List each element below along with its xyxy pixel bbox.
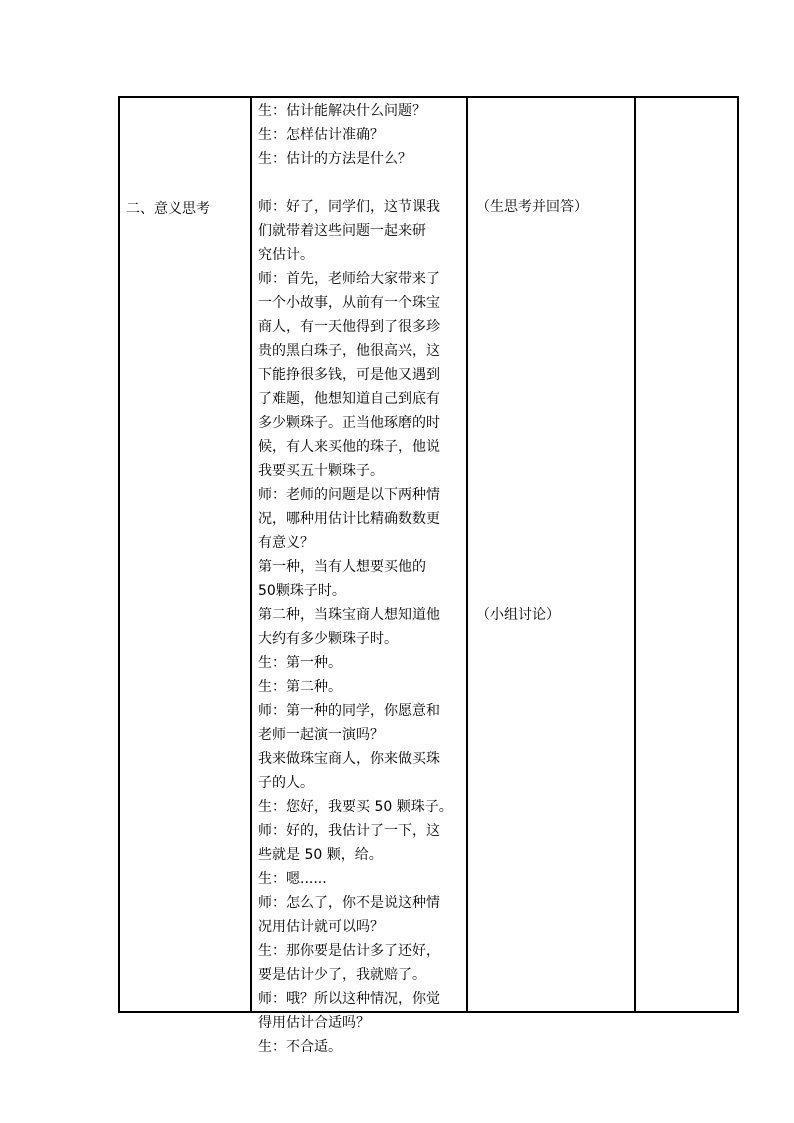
dialogue-line: 师：好的，我估计了一下，这 — [258, 823, 440, 839]
dialogue-line: 生：估计能解决什么问题？ — [258, 103, 426, 119]
dialogue-line: 些就是 50 颗，给。 — [258, 847, 383, 863]
dialogue-line: 我要买五十颗珠子。 — [258, 463, 384, 479]
dialogue-line: 师：哦？所以这种情况，你觉 — [258, 991, 440, 1007]
dialogue-line: 50颗珠子时。 — [258, 583, 346, 599]
dialogue-line: 有意义？ — [258, 535, 314, 551]
table-left-border — [118, 96, 120, 1013]
dialogue-line: 第二种，当珠宝商人想知道他 — [258, 607, 440, 623]
dialogue-line: 师：第一种的同学，你愿意和 — [258, 703, 440, 719]
lesson-plan-table — [118, 96, 739, 1055]
dialogue-line: 要是估计少了，我就赔了。 — [258, 967, 426, 983]
dialogue-line: 师：好了，同学们，这节课我 — [258, 199, 440, 215]
dialogue-line: 们就带着这些问题一起来研 — [258, 223, 426, 239]
student-activity-note-group: （小组讨论） — [476, 607, 560, 623]
dialogue-line: 多少颗珠子。正当他琢磨的时 — [258, 415, 440, 431]
dialogue-line: 生：不合适。 — [258, 1039, 342, 1055]
dialogue-line: 生：那你要是估计多了还好， — [258, 943, 440, 959]
section-heading: 二、意义思考 — [126, 201, 210, 217]
dialogue-line: 第一种，当有人想要买他的 — [258, 559, 426, 575]
dialogue-line: 子的人。 — [258, 775, 314, 791]
dialogue-line: 师：怎么了，你不是说这种情 — [258, 895, 440, 911]
dialogue-line: 究估计。 — [258, 247, 314, 263]
dialogue-line: 生：嗯...... — [258, 871, 327, 887]
dialogue-line: 师：首先，老师给大家带来了 — [258, 271, 440, 287]
student-activity-note: （生思考并回答） — [476, 199, 588, 215]
table-right-border — [737, 96, 739, 1013]
dialogue-line: 师：老师的问题是以下两种情 — [258, 487, 440, 503]
table-top-border — [118, 96, 739, 98]
dialogue-line: 商人，有一天他得到了很多珍 — [258, 319, 440, 335]
column-divider-3 — [634, 96, 636, 1013]
column-divider-1 — [250, 96, 252, 1013]
dialogue-line: 生：估计的方法是什么？ — [258, 151, 412, 167]
dialogue-line: 贵的黑白珠子，他很高兴，这 — [258, 343, 440, 359]
dialogue-line: 况用估计就可以吗？ — [258, 919, 384, 935]
dialogue-line: 生：怎样估计准确？ — [258, 127, 384, 143]
dialogue-line: 大约有多少颗珠子时。 — [258, 631, 398, 647]
dialogue-line: 生：您好，我要买 50 颗珠子。 — [258, 799, 453, 815]
dialogue-line: 老师一起演一演吗？ — [258, 727, 384, 743]
dialogue-line: 下能挣很多钱，可是他又遇到 — [258, 367, 440, 383]
dialogue-line: 了难题，他想知道自己到底有 — [258, 391, 440, 407]
dialogue-line: 生：第二种。 — [258, 679, 342, 695]
dialogue-line: 候，有人来买他的珠子，他说 — [258, 439, 440, 455]
blank-line — [258, 171, 468, 195]
dialogue-line: 得用估计合适吗？ — [258, 1015, 370, 1031]
dialogue-line: 我来做珠宝商人，你来做买珠 — [258, 751, 440, 767]
dialogue-line: 一个小故事，从前有一个珠宝 — [258, 295, 440, 311]
dialogue-line: 况，哪种用估计比精确数数更 — [258, 511, 440, 527]
teacher-activity-text — [258, 99, 468, 1059]
dialogue-line: 生：第一种。 — [258, 655, 342, 671]
